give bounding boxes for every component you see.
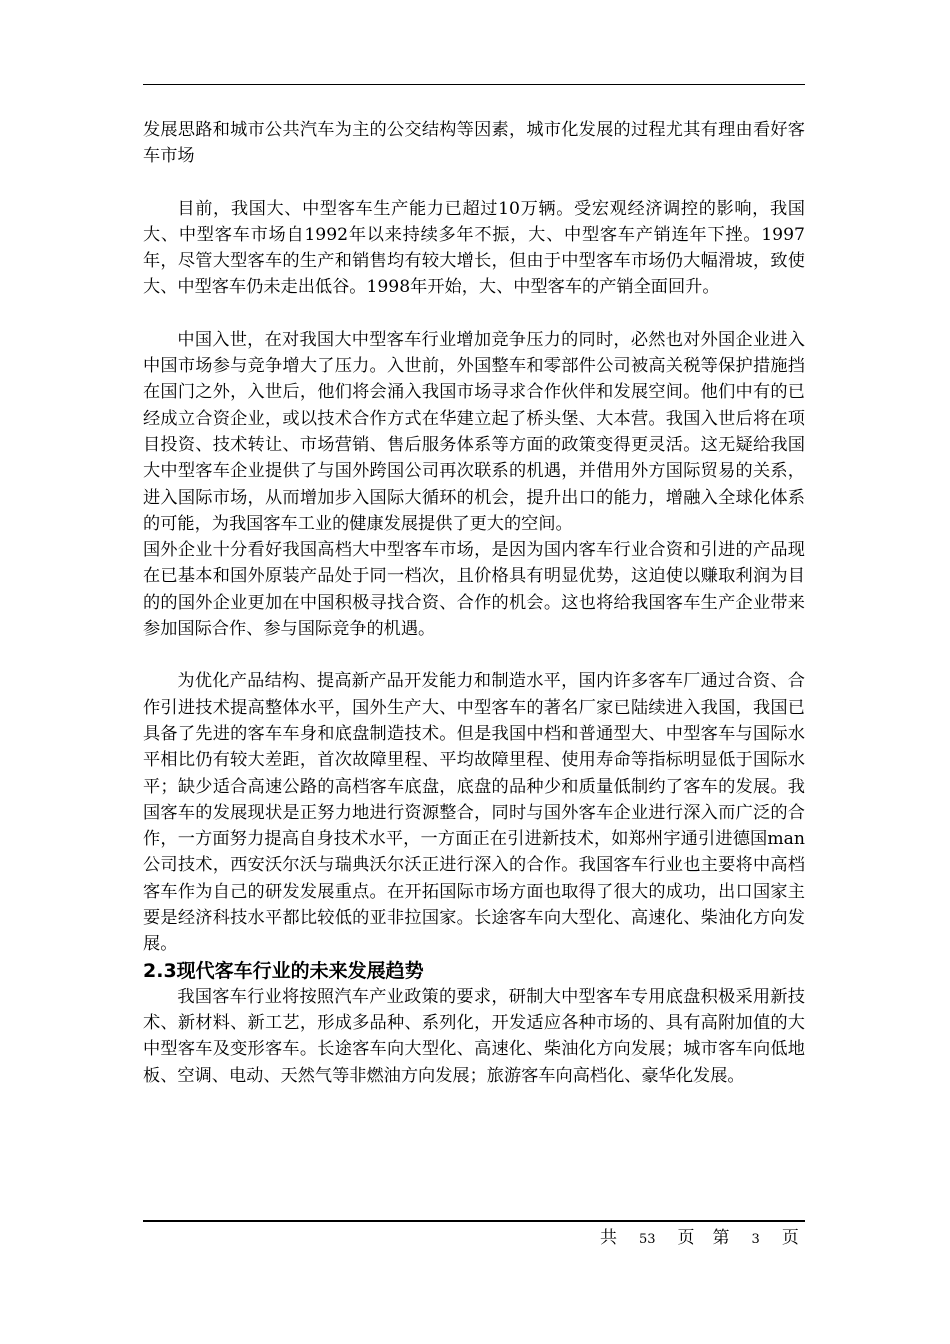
section-heading: 2.3现代客车行业的未来发展趋势 bbox=[143, 959, 424, 982]
page-footer bbox=[600, 1227, 810, 1251]
paragraph-future-trend: 我国客车行业将按照汽车产业政策的要求，研制大中型客车专用底盘积极采用新技术、新材料、新工艺，形成多品种、系列化，开发适应各种市场的、具有高附加值的大中型客车及变形客车。长途客车向大型化、高速化、柴油化方向发展；城市客车向低地板、空调、电动、天然气等非燃油方向发展；旅游客车向高档化、豪华化发展。 bbox=[143, 986, 805, 1086]
paragraph-continuation: 发展思路和城市公共汽车为主的公交结构等因素，城市化发展的过程尤其有理由看好客车市场 bbox=[143, 120, 805, 167]
footer-current-page: 3 bbox=[751, 1232, 760, 1247]
paragraph-production-capacity: 目前，我国大、中型客车生产能力已超过10万辆。受宏观经济调控的影响，我国大、中型客车市场自1992年以来持续多年不振，大、中型客车产销连年下挫。1997年，尽管大型客车的生产和销售均有较大增长，但由于中型客车市场仍大幅滑坡，致使大、中型客车仍未走出低谷。1998年开始，大、中型客车的产销全面回升。 bbox=[143, 198, 805, 298]
footer-rule bbox=[143, 1220, 805, 1222]
footer-total-suffix: 页 bbox=[677, 1228, 695, 1248]
paragraph-product-structure: 为优化产品结构、提高新产品开发能力和制造水平，国内许多客车厂通过合资、合作引进技术提高整体水平，国外生产大、中型客车的著名厂家已陆续进入我国，我国已具备了先进的客车车身和底盘制造技术。但是我国中档和普通型大、中型客车与国际水平相比仍有较大差距，首次故障里程、平均故障里程、使用寿命等指标明显低于国际水平；缺少适合高速公路的高档客车底盘，底盘的品种少和质量低制约了客车的发展。我国客车的发展现状是正努力地进行资源整合，同时与国外客车企业进行深入而广泛的合作，一方面努力提高自身技术水平，一方面正在引进新技术，如郑州宇通引进德国man公司技术，西安沃尔沃与瑞典沃尔沃正进行深入的合作。我国客车行业也主要将中高档客车作为自己的研发发展重点。在开拓国际市场方面也取得了很大的成功，出口国家主要是经济科技水平都比较低的亚非拉国家。长途客车向大型化、高速化、柴油化方向发展。 bbox=[143, 671, 805, 955]
footer-total-pages: 53 bbox=[639, 1232, 656, 1247]
paragraph-wto-entry: 中国入世，在对我国大中型客车行业增加竞争压力的同时，必然也对外国企业进入中国市场参与竞争增大了压力。入世前，外国整车和零部件公司被高关税等保护措施挡在国门之外，入世后，他们将会涌入我国市场寻求合作伙伴和发展空间。他们中有的已经成立合资企业，或以技术合作方式在华建立起了桥头堡、大本营。我国入世后将在项目投资、技术转让、市场营销、售后服务体系等方面的政策变得更灵活。这无疑给我国大中型客车企业提供了与国外跨国公司再次联系的机遇，并借用外方国际贸易的关系，进入国际市场，从而增加步入国际大循环的机会，提升出口的能力，增融入全球化体系的可能，为我国客车工业的健康发展提供了更大的空间。 bbox=[143, 329, 805, 534]
document-body bbox=[143, 117, 805, 1089]
footer-current-prefix: 第 bbox=[712, 1228, 730, 1248]
footer-total-prefix: 共 bbox=[600, 1228, 617, 1248]
footer-current-suffix: 页 bbox=[781, 1228, 799, 1248]
paragraph-foreign-interest: 国外企业十分看好我国高档大中型客车市场，是因为国内客车行业合资和引进的产品现在已基本和国外原装产品处于同一档次，且价格具有明显优势，这迫使以赚取利润为目的的国外企业更加在中国积极寻找合资、合作的机会。这也将给我国客车生产企业带来参加国际合作、参与国际竞争的机遇。 bbox=[143, 540, 805, 640]
header-rule bbox=[143, 84, 805, 85]
